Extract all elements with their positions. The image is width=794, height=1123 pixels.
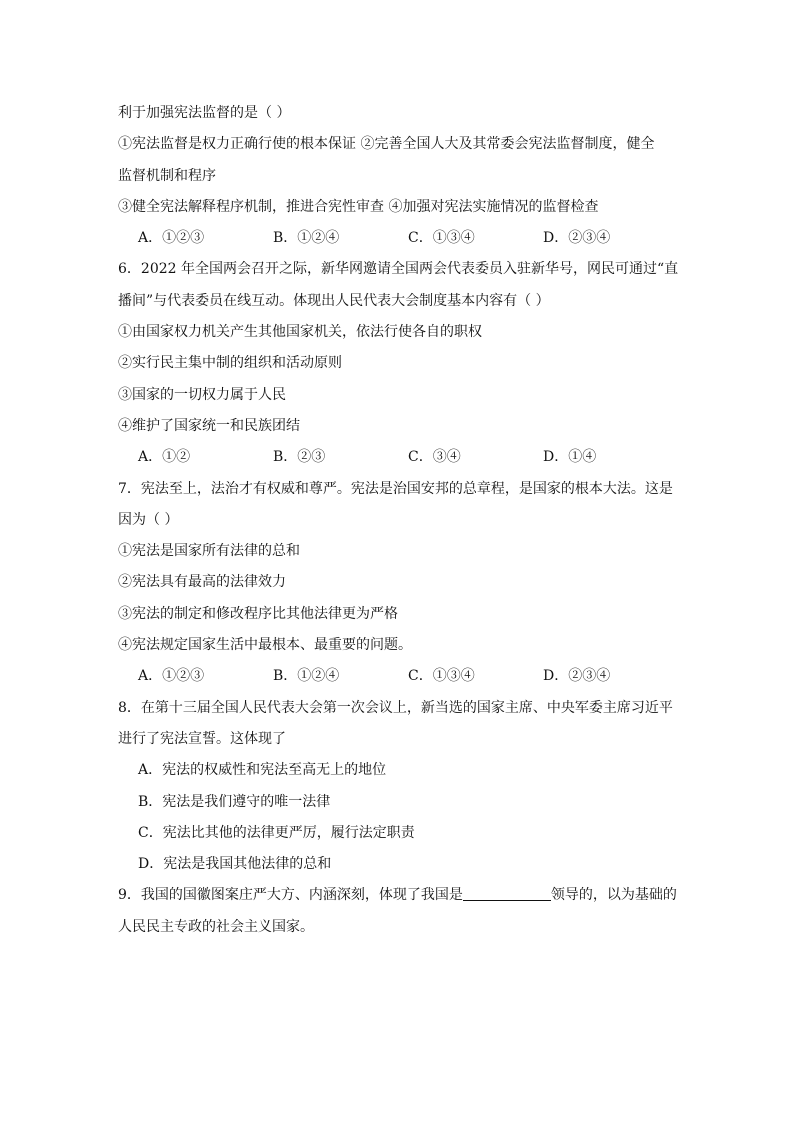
q6-option-a: A．①② [138, 449, 191, 466]
q9-text-before-blank: 9．我国的国徽图案庄严大方、内涵深刻，体现了我国是 [118, 887, 463, 904]
question-9 [118, 880, 678, 943]
q5-option-a: A．①②③ [138, 230, 205, 247]
q7-statement-2: ②宪法具有最高的法律效力 [118, 574, 286, 591]
q6-statement-2: ②实行民主集中制的组织和活动原则 [118, 355, 342, 372]
q5-statements-3-4: ③健全宪法解释程序机制，推进合宪性审查 ④加强对宪法实施情况的监督检查 [118, 198, 599, 215]
q9-answer-blank [463, 886, 551, 901]
q5-statement-2-cont: 监督机制和程序 [118, 167, 216, 184]
q7-statement-1: ①宪法是国家所有法律的总和 [118, 543, 300, 560]
q8-stem-line-1: 8．在第十三届全国人民代表大会第一次会议上，新当选的国家主席、中央军委主席习近平 [118, 699, 673, 716]
q7-option-b: B．①②④ [273, 668, 340, 685]
q5-statements-1-2: ①宪法监督是权力正确行使的根本保证 ②完善全国人大及其常委会宪法监督制度，健全 [118, 136, 655, 153]
page-content [118, 98, 678, 943]
q7-statement-4: ④宪法规定国家生活中最根本、最重要的问题。 [118, 637, 412, 654]
q5-option-b: B．①②④ [273, 230, 340, 247]
q9-text-after-blank: 领导的，以为基础的 [550, 887, 677, 904]
q7-option-d: D．②③④ [543, 668, 611, 685]
q8-choice-a: A．宪法的权威性和宪法至高无上的地位 [138, 762, 387, 779]
q6-statement-1: ①由国家权力机关产生其他国家机关，依法行使各自的职权 [118, 324, 482, 341]
q6-option-c: C．③④ [408, 449, 461, 466]
q9-stem-line-1 [118, 880, 678, 911]
q5-option-c: C．①③④ [408, 230, 475, 247]
q7-statement-3: ③宪法的制定和修改程序比其他法律更为严格 [118, 605, 398, 622]
q8-choice-d: D．宪法是我国其他法律的总和 [138, 856, 332, 873]
question-7 [118, 474, 678, 693]
q8-stem-line-2: 进行了宪法宣誓。这体现了 [118, 730, 286, 747]
q7-options [118, 661, 678, 692]
q6-stem-line-2: 播间”与代表委员在线互动。体现出人民代表大会制度基本内容有（ ） [118, 292, 550, 309]
q8-choice-b: B．宪法是我们遵守的唯一法律 [138, 793, 331, 810]
q6-options [118, 442, 678, 473]
question-5 [118, 98, 678, 254]
q6-statement-4: ④维护了国家统一和民族团结 [118, 417, 300, 434]
q6-option-d: D．①④ [543, 449, 597, 466]
q7-stem-line-1: 7．宪法至上，法治才有权威和尊严。宪法是治国安邦的总章程，是国家的根本大法。这是 [118, 480, 673, 497]
q5-options [118, 223, 678, 254]
q7-option-a: A．①②③ [138, 668, 205, 685]
q6-option-b: B．②③ [273, 449, 326, 466]
q8-choice-c: C．宪法比其他的法律更严厉，履行法定职责 [138, 824, 415, 841]
q5-stem-line-1: 利于加强宪法监督的是（ ） [118, 105, 291, 121]
q7-stem-line-2: 因为（ ） [118, 511, 179, 528]
q6-stem-line-1: 6．2022 年全国两会召开之际，新华网邀请全国两会代表委员入驻新华号，网民可通过“直 [118, 261, 679, 278]
q5-option-d: D．②③④ [543, 230, 611, 247]
question-6 [118, 254, 678, 473]
q9-stem-line-2: 人民民主专政的社会主义国家。 [118, 918, 314, 935]
question-8 [118, 693, 678, 881]
q7-option-c: C．①③④ [408, 668, 475, 685]
q6-statement-3: ③国家的一切权力属于人民 [118, 386, 286, 403]
